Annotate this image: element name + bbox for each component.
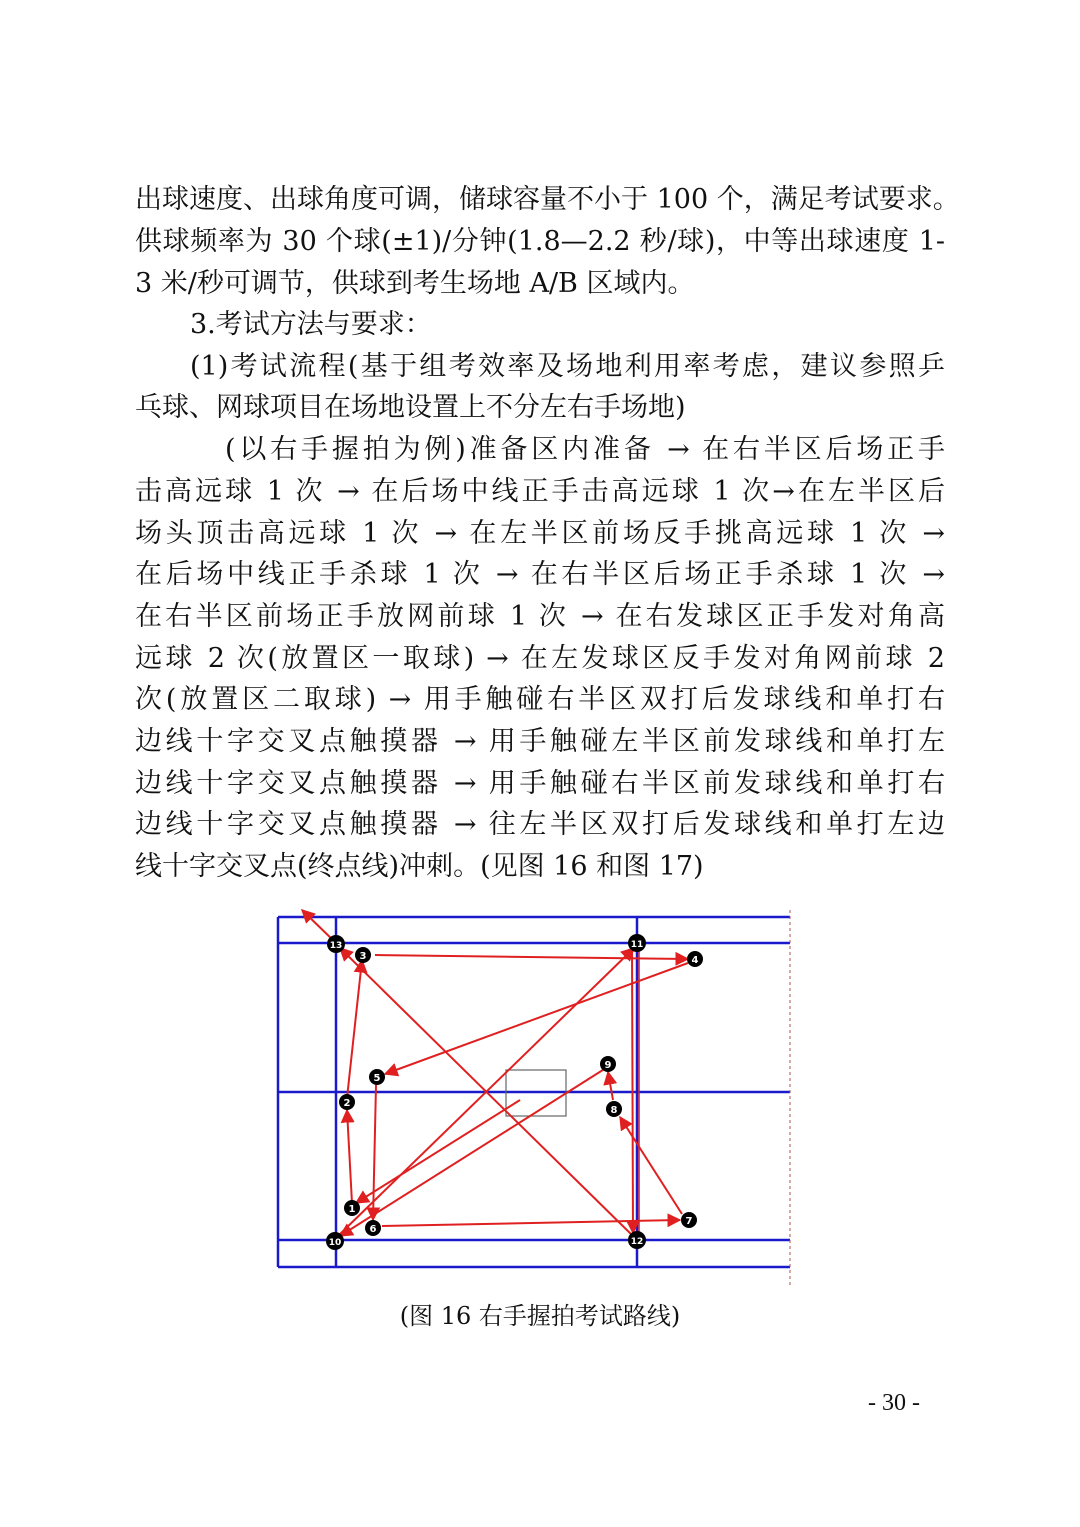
court-route-diagram bbox=[270, 905, 800, 1285]
svg-text:5: 5 bbox=[373, 1073, 381, 1084]
section-heading: 3.考试方法与要求： bbox=[190, 309, 432, 340]
text-line: (以右手握拍为例)准备区内准备 → 在右半区后场正手 bbox=[225, 434, 945, 465]
marker-11 bbox=[628, 934, 646, 952]
text-line: 线十字交叉点(终点线)冲刺。(见图 16 和图 17) bbox=[135, 851, 704, 882]
text-line: 场头顶击高远球 1 次 → 在左半区前场反手挑高远球 1 次 → bbox=[135, 518, 945, 549]
svg-text:8: 8 bbox=[610, 1105, 618, 1116]
route-arrow bbox=[382, 1220, 680, 1226]
svg-text:10: 10 bbox=[328, 1238, 342, 1248]
text-line: 在右半区前场正手放网前球 1 次 → 在右发球区正手发对角高 bbox=[135, 601, 945, 632]
svg-text:1: 1 bbox=[348, 1204, 356, 1215]
route-arrow bbox=[620, 1117, 682, 1214]
marker-12 bbox=[628, 1231, 646, 1249]
svg-text:13: 13 bbox=[329, 941, 343, 951]
svg-text:12: 12 bbox=[630, 1237, 644, 1247]
route-arrow bbox=[608, 1072, 613, 1100]
text-line: 出球速度、出球角度可调，储球容量不小于 100 个，满足考试要求。 bbox=[135, 184, 960, 215]
marker-3 bbox=[355, 947, 371, 963]
marker-13 bbox=[327, 935, 345, 953]
route-arrow bbox=[375, 955, 688, 959]
marker-9 bbox=[600, 1056, 616, 1072]
text-line: 乓球、网球项目在场地设置上不分左右手场地) bbox=[135, 392, 686, 423]
route-arrow bbox=[632, 946, 633, 1233]
route-arrow bbox=[347, 960, 362, 1098]
text-line: 边线十字交叉点触摸器 → 往左半区双打后发球线和单打左边 bbox=[135, 809, 945, 840]
text-line: 边线十字交叉点触摸器 → 用手触碰左半区前发球线和单打左 bbox=[135, 726, 945, 757]
marker-6 bbox=[365, 1220, 381, 1236]
figure-caption: (图 16 右手握拍考试路线) bbox=[399, 1302, 681, 1330]
route-arrow bbox=[385, 963, 688, 1074]
svg-text:11: 11 bbox=[630, 940, 644, 950]
svg-text:6: 6 bbox=[369, 1224, 377, 1235]
text-line: 供球频率为 30 个球(±1)/分钟(1.8—2.2 秒/球)，中等出球速度 1- bbox=[135, 226, 945, 257]
marker-2 bbox=[339, 1094, 355, 1110]
marker-1 bbox=[344, 1200, 360, 1216]
text-line: 远球 2 次(放置区一取球) → 在左发球区反手发对角网前球 2 bbox=[135, 643, 945, 674]
text-line: 击高远球 1 次 → 在后场中线正手击高远球 1 次→在左半区后 bbox=[135, 476, 945, 507]
marker-7 bbox=[681, 1212, 697, 1228]
page-number: - 30 - bbox=[868, 1390, 920, 1416]
svg-text:3: 3 bbox=[359, 951, 367, 962]
text-line: 边线十字交叉点触摸器 → 用手触碰右半区前发球线和单打右 bbox=[135, 768, 945, 799]
route-arrow bbox=[347, 1110, 352, 1203]
svg-text:4: 4 bbox=[691, 955, 699, 966]
text-line: (1)考试流程(基于组考效率及场地利用率考虑，建议参照乒 bbox=[190, 351, 945, 382]
svg-text:9: 9 bbox=[604, 1060, 612, 1071]
text-line: 次(放置区二取球) → 用手触碰右半区双打后发球线和单打右 bbox=[135, 684, 945, 715]
svg-text:2: 2 bbox=[343, 1098, 351, 1109]
marker-5 bbox=[369, 1069, 385, 1085]
marker-10 bbox=[326, 1232, 344, 1250]
marker-4 bbox=[687, 951, 703, 967]
text-line: 3 米/秒可调节，供球到考生场地 A/B 区域内。 bbox=[135, 268, 695, 299]
marker-8 bbox=[606, 1101, 622, 1117]
text-line: 在后场中线正手杀球 1 次 → 在右半区后场正手杀球 1 次 → bbox=[135, 559, 945, 590]
route-arrow bbox=[356, 1100, 520, 1203]
svg-text:7: 7 bbox=[685, 1216, 693, 1227]
